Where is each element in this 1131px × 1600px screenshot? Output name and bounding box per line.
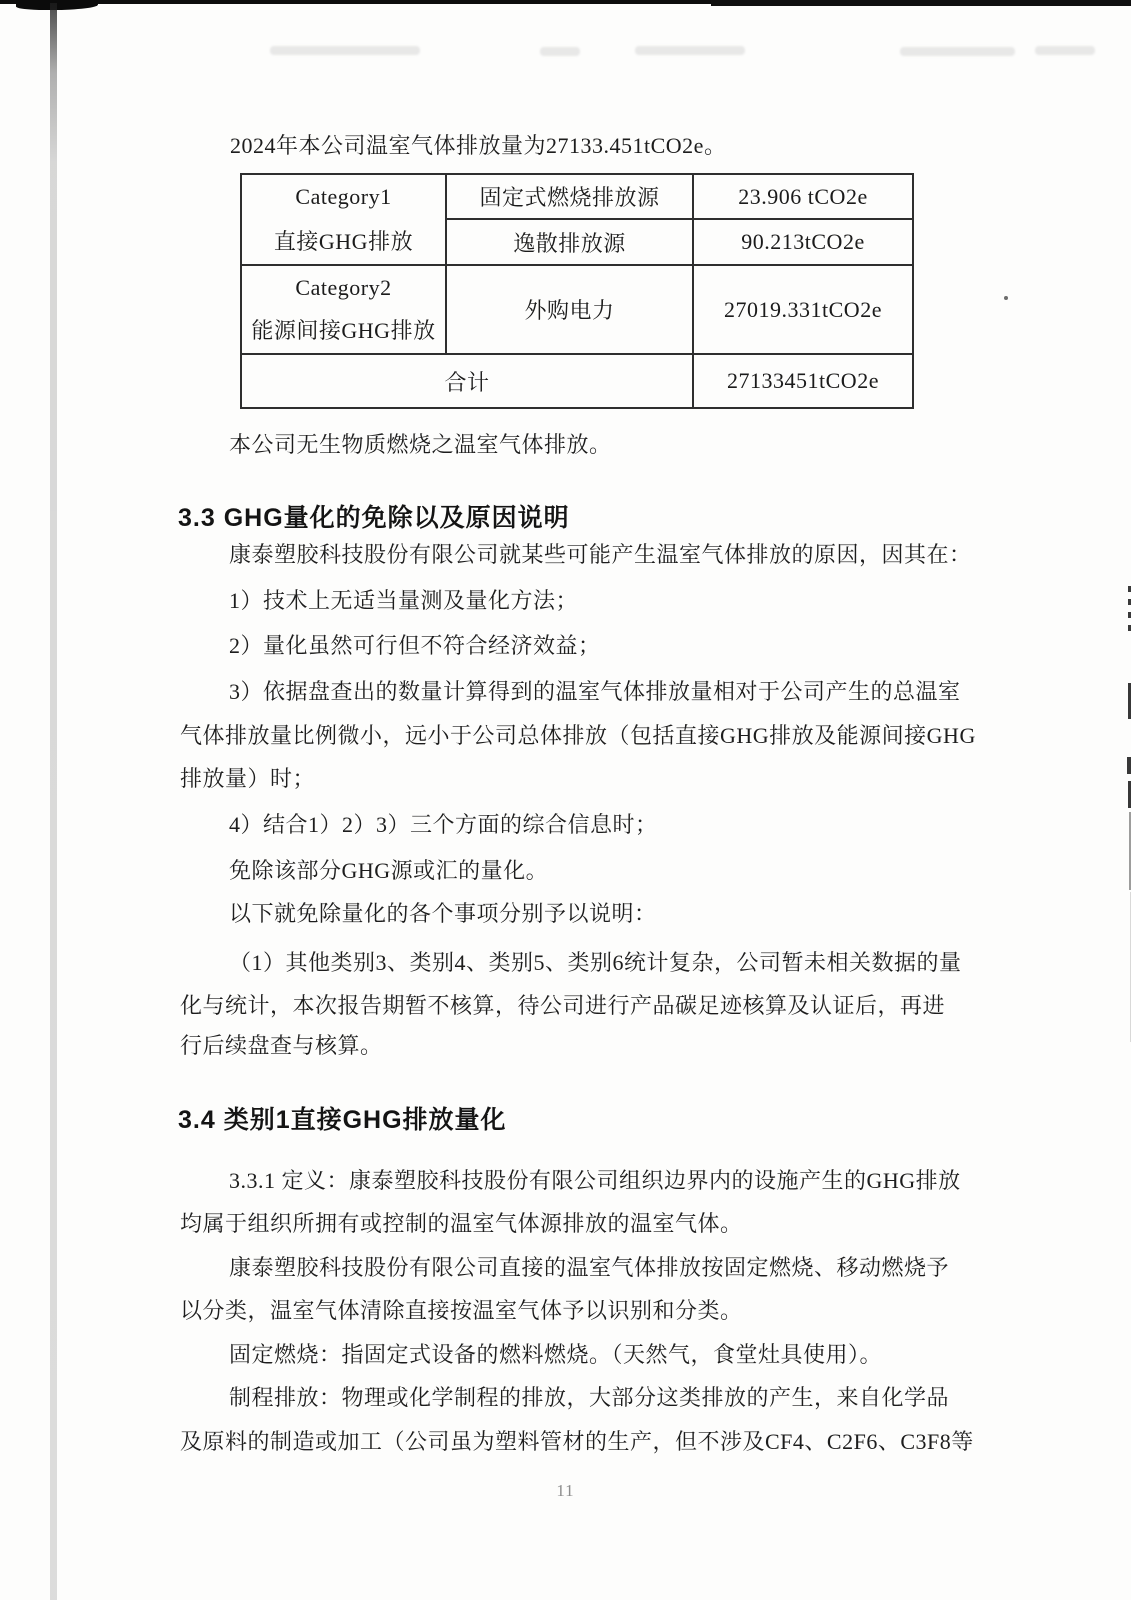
body-line: 康泰塑胶科技股份有限公司直接的温室气体排放按固定燃烧、移动燃烧予 <box>229 1255 950 1280</box>
scan-bleed-smudge <box>1035 46 1095 55</box>
category1-subtitle: 直接GHG排放 <box>273 229 414 254</box>
source-purchased-electricity: 外购电力 <box>446 265 693 354</box>
body-line: （1）其他类别3、类别4、类别5、类别6统计复杂，公司暂未相关数据的量 <box>229 950 962 975</box>
body-line: 2）量化虽然可行但不符合经济效益； <box>229 633 601 658</box>
body-line: 康泰塑胶科技股份有限公司就某些可能产生温室气体排放的原因，因其在： <box>229 542 972 567</box>
category2-subtitle: 能源间接GHG排放 <box>251 318 436 343</box>
value-stationary-combustion: 23.906 tCO2e <box>693 174 913 219</box>
scan-left-fold-line <box>50 3 57 1600</box>
value-purchased-electricity: 27019.331tCO2e <box>693 265 913 354</box>
category1-title: Category1 <box>295 184 392 209</box>
category2-title: Category2 <box>295 275 392 300</box>
source-fugitive: 逸散排放源 <box>446 219 693 265</box>
scan-top-blob <box>16 0 98 10</box>
scan-bleed-smudge <box>900 47 1015 56</box>
body-line: 制程排放：物理或化学制程的排放，大部分这类排放的产生，来自化学品 <box>229 1385 950 1410</box>
body-line: 1）技术上无适当量测及量化方法； <box>229 588 579 613</box>
body-line: 3.3.1 定义：康泰塑胶科技股份有限公司组织边界内的设施产生的GHG排放 <box>229 1168 961 1193</box>
value-fugitive: 90.213tCO2e <box>693 219 913 265</box>
scan-bleed-smudge <box>635 46 745 55</box>
body-line: 排放量）时； <box>180 766 316 791</box>
scan-bleed-smudge <box>540 47 580 56</box>
body-line: 气体排放量比例微小，远小于公司总体排放（包括直接GHG排放及能源间接GHG <box>180 723 976 748</box>
body-line: 均属于组织所拥有或控制的温室气体源排放的温室气体。 <box>180 1211 743 1236</box>
body-line: 以下就免除量化的各个事项分别予以说明： <box>229 901 657 926</box>
total-label: 合计 <box>241 354 693 408</box>
category1-cell <box>241 174 446 265</box>
source-stationary-combustion: 固定式燃烧排放源 <box>446 174 693 219</box>
body-line: 4）结合1）2）3）三个方面的综合信息时； <box>229 812 658 837</box>
scan-bleed-smudge <box>270 46 420 55</box>
body-line: 化与统计，本次报告期暂不核算，待公司进行产品碳足迹核算及认证后，再进 <box>180 993 946 1018</box>
scan-top-edge-right <box>711 0 1131 6</box>
intro-line: 2024年本公司温室气体排放量为27133.451tCO2e。 <box>230 133 727 158</box>
body-line: 行后续盘查与核算。 <box>180 1033 383 1058</box>
page-number: 11 <box>556 1481 575 1500</box>
table-note: 本公司无生物质燃烧之温室气体排放。 <box>229 432 612 457</box>
emissions-table <box>240 173 914 409</box>
body-line: 以分类，温室气体清除直接按温室气体予以识别和分类。 <box>180 1298 743 1323</box>
total-value: 27133451tCO2e <box>693 354 913 408</box>
body-line: 及原料的制造或加工（公司虽为塑料管材的生产，但不涉及CF4、C2F6、C3F8等 <box>180 1429 974 1454</box>
scan-speck <box>1004 296 1008 300</box>
category2-cell <box>241 265 446 354</box>
scan-binding-marks <box>1127 757 1131 774</box>
body-line: 3）依据盘查出的数量计算得到的温室气体排放量相对于公司产生的总温室 <box>229 679 961 704</box>
section-heading-3-4: 3.4 类别1直接GHG排放量化 <box>178 1106 507 1134</box>
body-line: 免除该部分GHG源或汇的量化。 <box>229 858 549 883</box>
section-heading-3-3: 3.3 GHG量化的免除以及原因说明 <box>178 504 570 532</box>
body-line: 固定燃烧：指固定式设备的燃料燃烧。（天然气，食堂灶具使用）。 <box>229 1342 883 1367</box>
